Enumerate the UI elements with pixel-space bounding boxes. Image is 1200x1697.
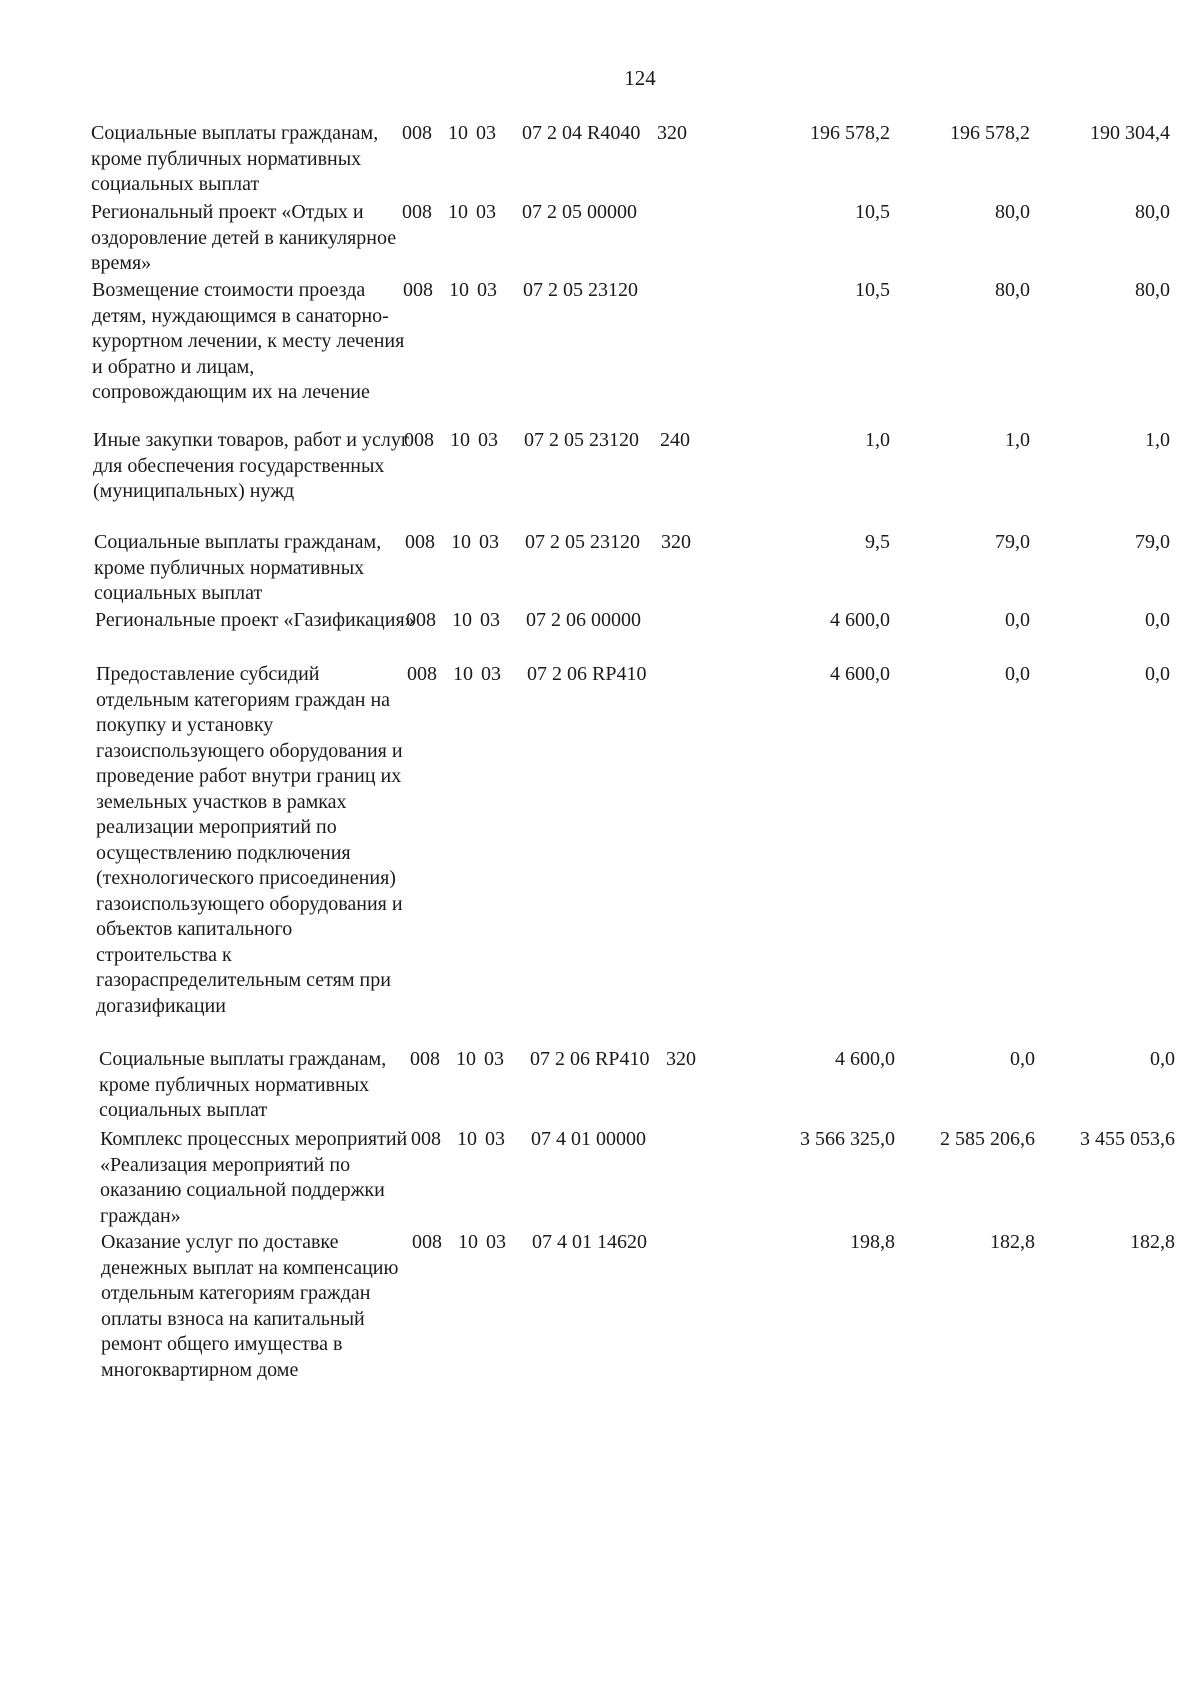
amount-2: 79,0 — [995, 531, 1030, 553]
amount-3: 80,0 — [1135, 201, 1170, 223]
subsection-code: 03 — [485, 1128, 505, 1150]
amount-3: 80,0 — [1135, 279, 1170, 301]
ministry-code: 008 — [406, 609, 436, 631]
target-code: 07 2 05 23120 — [525, 531, 640, 553]
amount-3: 3 455 053,6 — [1080, 1128, 1175, 1150]
section-code: 10 — [448, 122, 468, 144]
ministry-code: 008 — [407, 663, 437, 685]
row-name: Комплекс процессных мероприятий «Реализация мероприятий по оказанию социальной поддержки граждан» — [100, 1128, 408, 1227]
subsection-code: 03 — [479, 531, 499, 553]
section-code: 10 — [458, 1231, 478, 1253]
target-code: 07 4 01 00000 — [531, 1128, 646, 1150]
section-code: 10 — [457, 1128, 477, 1150]
target-code: 07 2 05 23120 — [523, 279, 638, 301]
subsection-code: 03 — [481, 663, 501, 685]
page-number: 124 — [624, 66, 656, 90]
expense-type-code: 320 — [666, 1048, 696, 1070]
subsection-code: 03 — [484, 1048, 504, 1070]
amount-1: 4 600,0 — [830, 609, 890, 631]
amount-2: 1,0 — [1005, 429, 1030, 451]
subsection-code: 03 — [478, 429, 498, 451]
expense-type-code: 320 — [661, 531, 691, 553]
section-code: 10 — [452, 609, 472, 631]
target-code: 07 4 01 14620 — [532, 1231, 647, 1253]
amount-3: 0,0 — [1145, 609, 1170, 631]
amount-1: 196 578,2 — [810, 122, 890, 144]
amount-1: 1,0 — [865, 429, 890, 451]
ministry-code: 008 — [402, 122, 432, 144]
target-code: 07 2 05 23120 — [524, 429, 639, 451]
amount-3: 1,0 — [1145, 429, 1170, 451]
amount-3: 0,0 — [1145, 663, 1170, 685]
ministry-code: 008 — [404, 429, 434, 451]
row-name: Региональные проект «Газификация» — [95, 609, 415, 631]
amount-2: 2 585 206,6 — [940, 1128, 1035, 1150]
amount-1: 3 566 325,0 — [800, 1128, 895, 1150]
section-code: 10 — [450, 429, 470, 451]
amount-1: 10,5 — [855, 201, 890, 223]
amount-3: 190 304,4 — [1090, 122, 1170, 144]
amount-2: 0,0 — [1005, 609, 1030, 631]
amount-2: 80,0 — [995, 279, 1030, 301]
ministry-code: 008 — [405, 531, 435, 553]
amount-2: 0,0 — [1010, 1048, 1035, 1070]
row-name: Возмещение стоимости проезда детям, нуждающимся в санаторно-курортном лечении, к месту лечения и обратно и лицам, сопровождающим их на лечение — [92, 279, 405, 403]
ministry-code: 008 — [412, 1231, 442, 1253]
ministry-code: 008 — [402, 201, 432, 223]
row-name: Социальные выплаты гражданам, кроме публичных нормативных социальных выплат — [99, 1048, 387, 1121]
section-code: 10 — [453, 663, 473, 685]
target-code: 07 2 05 00000 — [522, 201, 637, 223]
ministry-code: 008 — [411, 1128, 441, 1150]
amount-2: 80,0 — [995, 201, 1030, 223]
subsection-code: 03 — [477, 279, 497, 301]
amount-1: 4 600,0 — [835, 1048, 895, 1070]
row-name: Предоставление субсидий отдельным категориям граждан на покупку и установку газоиспользующего оборудования и проведение работ внутри границ их земельных участков в рамках реализации мероприятий по осуществлению подключения (технологического присоединения) газоиспользующего оборудования и объектов капитального строительства к газораспределительным сетям при догазификации — [96, 663, 403, 1017]
amount-2: 182,8 — [990, 1231, 1035, 1253]
target-code: 07 2 06 00000 — [526, 609, 641, 631]
subsection-code: 03 — [480, 609, 500, 631]
subsection-code: 03 — [476, 122, 496, 144]
row-name: Иные закупки товаров, работ и услуг для обеспечения государственных (муниципальных) нужд — [93, 429, 410, 502]
row-name: Социальные выплаты гражданам, кроме публичных нормативных социальных выплат — [94, 531, 382, 604]
amount-1: 198,8 — [850, 1231, 895, 1253]
amount-2: 0,0 — [1005, 663, 1030, 685]
section-code: 10 — [449, 279, 469, 301]
section-code: 10 — [448, 201, 468, 223]
ministry-code: 008 — [403, 279, 433, 301]
row-name: Социальные выплаты гражданам, кроме публичных нормативных социальных выплат — [91, 122, 379, 195]
expense-type-code: 320 — [657, 122, 687, 144]
row-name: Региональный проект «Отдых и оздоровление детей в каникулярное время» — [91, 201, 397, 274]
target-code: 07 2 04 R4040 — [522, 122, 641, 144]
amount-1: 9,5 — [865, 531, 890, 553]
ministry-code: 008 — [410, 1048, 440, 1070]
target-code: 07 2 06 RP410 — [530, 1048, 650, 1070]
amount-1: 4 600,0 — [830, 663, 890, 685]
amount-1: 10,5 — [855, 279, 890, 301]
target-code: 07 2 06 RP410 — [527, 663, 647, 685]
amount-3: 182,8 — [1130, 1231, 1175, 1253]
section-code: 10 — [456, 1048, 476, 1070]
expense-type-code: 240 — [660, 429, 690, 451]
subsection-code: 03 — [476, 201, 496, 223]
amount-3: 79,0 — [1135, 531, 1170, 553]
amount-2: 196 578,2 — [950, 122, 1030, 144]
amount-3: 0,0 — [1150, 1048, 1175, 1070]
row-name: Оказание услуг по доставке денежных выплат на компенсацию отдельным категориям граждан оплаты взноса на капитальный ремонт общего имущества в многоквартирном доме — [101, 1231, 399, 1381]
subsection-code: 03 — [486, 1231, 506, 1253]
section-code: 10 — [451, 531, 471, 553]
